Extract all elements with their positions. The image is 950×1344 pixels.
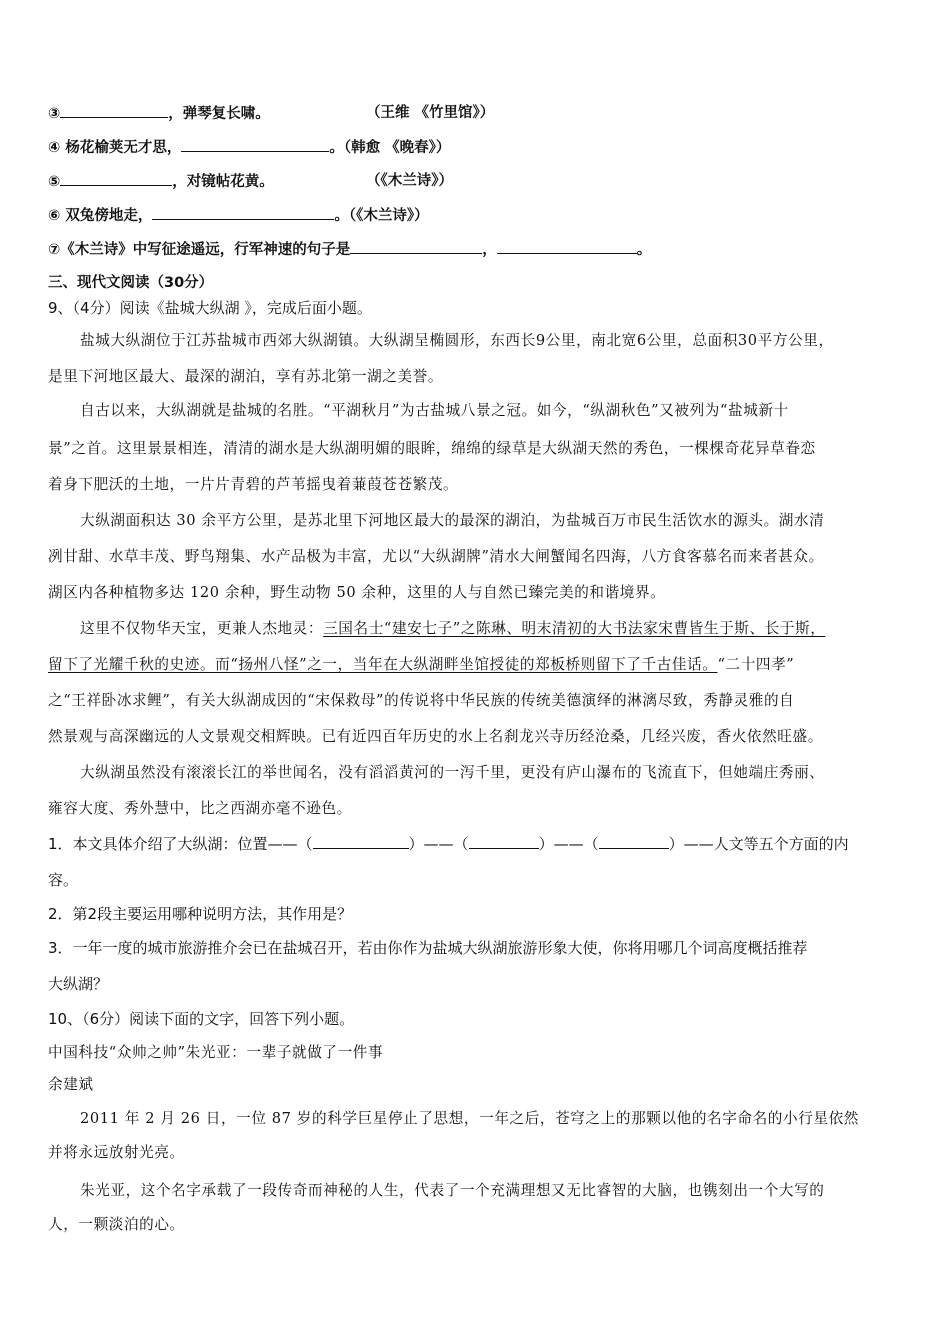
paragraph-line: 之“王祥卧冰求鲤”，有关大纵湖成因的“宋保救母”的传说将中华民族的传统美德演绎的淋漓尽致，秀静灵雅的自 (48, 692, 795, 709)
sub-question-3: 3．一年一度的城市旅游推介会已在盐城召开，若由你作为盐城大纵湖旅游形象大使，你将用哪几个词高度概括推荐 (48, 939, 808, 957)
question-10-header: 10、（6分）阅读下面的文字，回答下列小题。 (48, 1010, 355, 1028)
paragraph-line: 朱光亚，这个名字承载了一段传奇而神秘的人生，代表了一个充满理想又无比睿智的大脑，也镌刻出一个大写的 (80, 1182, 825, 1199)
sub-question-1-cont: 容。 (48, 871, 79, 889)
answer-blank[interactable] (313, 832, 409, 849)
paragraph-line: 然景观与高深幽远的人文景观交相辉映。已有近四百年历史的水上名刹龙兴寺历经沧桑，几经兴废，香火依然旺盛。 (48, 728, 823, 745)
poetry-line-3: ③ ，弹琴复长啸。 (48, 101, 270, 126)
paragraph-line: 并将永远放射光亮。 (48, 1144, 185, 1161)
paragraph-line: 2011 年 2 月 26 日，一位 87 岁的科学巨星停止了思想，一年之后，苍穹之上的那颗以他的名字命名的小行星依然 (80, 1110, 859, 1127)
paragraph-line: 湖区内各种植物多达 120 余种，野生动物 50 余种，这里的人与自然已臻完美的和谐境界。 (48, 584, 666, 601)
section-title: 三、现代文阅读（30分） (48, 275, 214, 291)
answer-blank[interactable] (497, 237, 637, 254)
paragraph-line: 是里下河地区最大、最深的湖泊，享有苏北第一湖之美誉。 (48, 368, 444, 385)
poetry-line-7: ⑦《木兰诗》中写征途遥远，行军神速的句子是 ， 。 (48, 237, 651, 262)
answer-blank[interactable] (599, 832, 669, 849)
answer-blank[interactable] (152, 203, 334, 220)
sub-question-1: 1．本文具体介绍了大纵湖：位置——（ ）——（ ）——（ ）——人文等五个方面的内 (48, 832, 849, 856)
paragraph-line: 留下了光耀千秋的史迹。而“扬州八怪”之一，当年在大纵湖畔坐馆授徒的郑板桥则留下了千古佳话。“二十四孝” (48, 656, 795, 673)
paragraph-line: 人，一颗淡泊的心。 (48, 1216, 185, 1233)
paragraph-line: 着身下肥沃的土地，一片片青碧的芦苇摇曳着蒹葭苍苍繁茂。 (48, 476, 459, 493)
poetry-line-6: ⑥ 双兔傍地走， 。（《木兰诗》） (48, 203, 429, 228)
underlined-text: 三国名士“建安七子”之陈琳、明末清初的大书法家宋曹皆生于斯、长于斯， (323, 620, 826, 637)
underlined-text: 留下了光耀千秋的史迹。而“扬州八怪”之一，当年在大纵湖畔坐馆授徒的郑板桥则留下了千古佳话。 (48, 656, 718, 673)
poetry-source-3: （王维 《竹里馆》） (366, 105, 495, 121)
paragraph-line: 雍容大度、秀外慧中，比之西湖亦毫不逊色。 (48, 800, 352, 817)
paragraph-line: 自古以来，大纵湖就是盐城的名胜。“平湖秋月”为古盐城八景之冠。如今，“纵湖秋色”又被列为“盐城新十 (80, 402, 789, 419)
answer-blank[interactable] (60, 101, 168, 118)
paragraph-line: 景”之首。这里景景相连，清清的湖水是大纵湖明媚的眼眸，绵绵的绿草是大纵湖天然的秀色，一棵棵奇花异草眷恋 (48, 440, 816, 457)
poetry-line-5: ⑤ ，对镜帖花黄。 (48, 169, 274, 194)
paragraph-line: 大纵湖面积达 30 余平方公里，是苏北里下河地区最大的最深的湖泊，为盐城百万市民生活饮水的源头。湖水清 (80, 512, 825, 529)
sub-question-2: 2．第2段主要运用哪种说明方法，其作用是？ (48, 905, 353, 923)
answer-blank[interactable] (181, 135, 329, 152)
sub-question-3-cont: 大纵湖？ (48, 975, 109, 993)
question-9-header: 9、（4分）阅读《盐城大纵湖 》，完成后面小题。 (48, 299, 372, 317)
article-author: 余建斌 (48, 1076, 94, 1093)
paragraph-line: 冽甘甜、水草丰茂、野鸟翔集、水产品极为丰富，尤以“大纵湖牌”清水大闸蟹闻名四海，八方食客慕名而来者甚众。 (48, 548, 824, 565)
answer-blank[interactable] (469, 832, 539, 849)
poetry-source-5: （《木兰诗》） (366, 173, 453, 189)
answer-blank[interactable] (350, 237, 482, 254)
paragraph-line: 大纵湖虽然没有滚滚长江的举世闻名，没有滔滔黄河的一泻千里，更没有庐山瀑布的飞流直下，但她端庄秀丽、 (80, 764, 825, 781)
paragraph-line: 这里不仅物华天宝，更兼人杰地灵：三国名士“建安七子”之陈琳、明末清初的大书法家宋曹皆生于斯、长于斯， (80, 620, 826, 637)
answer-blank[interactable] (60, 169, 172, 186)
article-title: 中国科技“众帅之帅”朱光亚：一辈子就做了一件事 (48, 1044, 384, 1061)
poetry-line-4: ④ 杨花榆荚无才思， 。（韩愈 《晚春》） (48, 135, 450, 160)
paragraph-line: 盐城大纵湖位于江苏盐城市西郊大纵湖镇。大纵湖呈椭圆形，东西长9公里，南北宽6公里，总面积30平方公里， (80, 332, 834, 349)
